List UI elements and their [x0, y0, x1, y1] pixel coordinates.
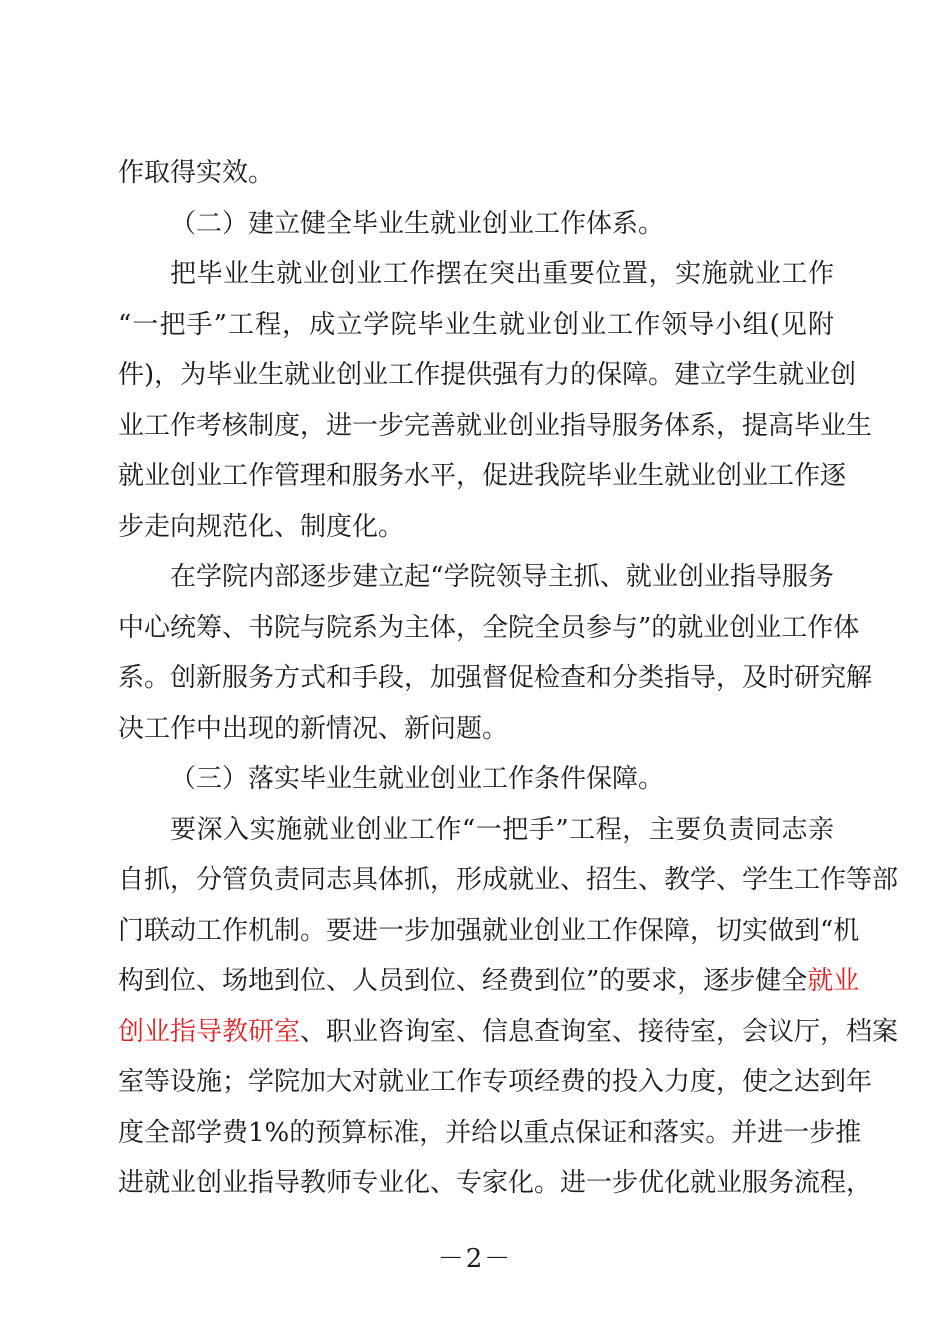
paragraph-line-with-highlight — [118, 956, 860, 1007]
paragraph-line: 系。创新服务方式和手段，加强督促检查和分类指导，及时研究解 — [118, 663, 873, 693]
paragraph-line: 门联动工作机制。要进一步加强就业创业工作保障，切实做到“机 — [118, 915, 860, 946]
paragraph-line: 度全部学费1%的预算标准，并给以重点保证和落实。并进一步推 — [118, 1117, 862, 1148]
highlighted-text: 创业指导教研室 — [118, 1016, 301, 1047]
paragraph-line: 就业创业工作管理和服务水平，促进我院毕业生就业创业工作逐 — [118, 461, 847, 491]
paragraph-line: “一把手”工程，成立学院毕业生就业创业工作领导小组(见附 — [118, 309, 834, 340]
page-number: －2－ — [437, 1244, 513, 1274]
line-text: 构到位、场地到位、人员到位、经费到位”的要求，逐步健全 — [118, 966, 808, 996]
paragraph-line: 要深入实施就业创业工作“一把手”工程，主要负责同志亲 — [170, 814, 834, 845]
paragraph-line: 中心统筹、书院与院系为主体，全院全员参与”的就业创业工作体 — [118, 612, 860, 643]
paragraph-line: 自抓，分管负责同志具体抓，形成就业、招生、教学、学生工作等部 — [118, 865, 899, 895]
paragraph-line: 步走向规范化、制度化。 — [118, 511, 405, 542]
paragraph-line: 在学院内部逐步建立起“学院领导主抓、就业创业指导服务 — [170, 562, 834, 592]
paragraph-line: 进就业创业指导教师专业化、专家化。进一步优化就业服务流程， — [118, 1168, 873, 1198]
section-heading: （三）落实毕业生就业创业工作条件保障。 — [170, 764, 665, 794]
document-body — [118, 148, 899, 1209]
paragraph-line: 把毕业生就业创业工作摆在突出重要位置，实施就业工作 — [170, 259, 834, 289]
paragraph-line: 业工作考核制度，进一步完善就业创业指导服务体系，提高毕业生 — [118, 410, 873, 441]
paragraph-line: 决工作中出现的新情况、新问题。 — [118, 713, 509, 744]
highlighted-text: 就业 — [807, 966, 860, 996]
paragraph-line: 作取得实效。 — [118, 158, 275, 188]
line-text: 、职业咨询室、信息查询室、接待室，会议厅，档案 — [300, 1016, 899, 1047]
paragraph-line: 室等设施；学院加大对就业工作专项经费的投入力度，使之达到年 — [118, 1067, 873, 1097]
paragraph-line-with-highlight — [118, 1007, 899, 1058]
paragraph-line: 件)，为毕业生就业创业工作提供强有力的保障。建立学生就业创 — [118, 360, 857, 390]
section-heading: （二）建立健全毕业生就业创业工作体系。 — [170, 208, 665, 239]
